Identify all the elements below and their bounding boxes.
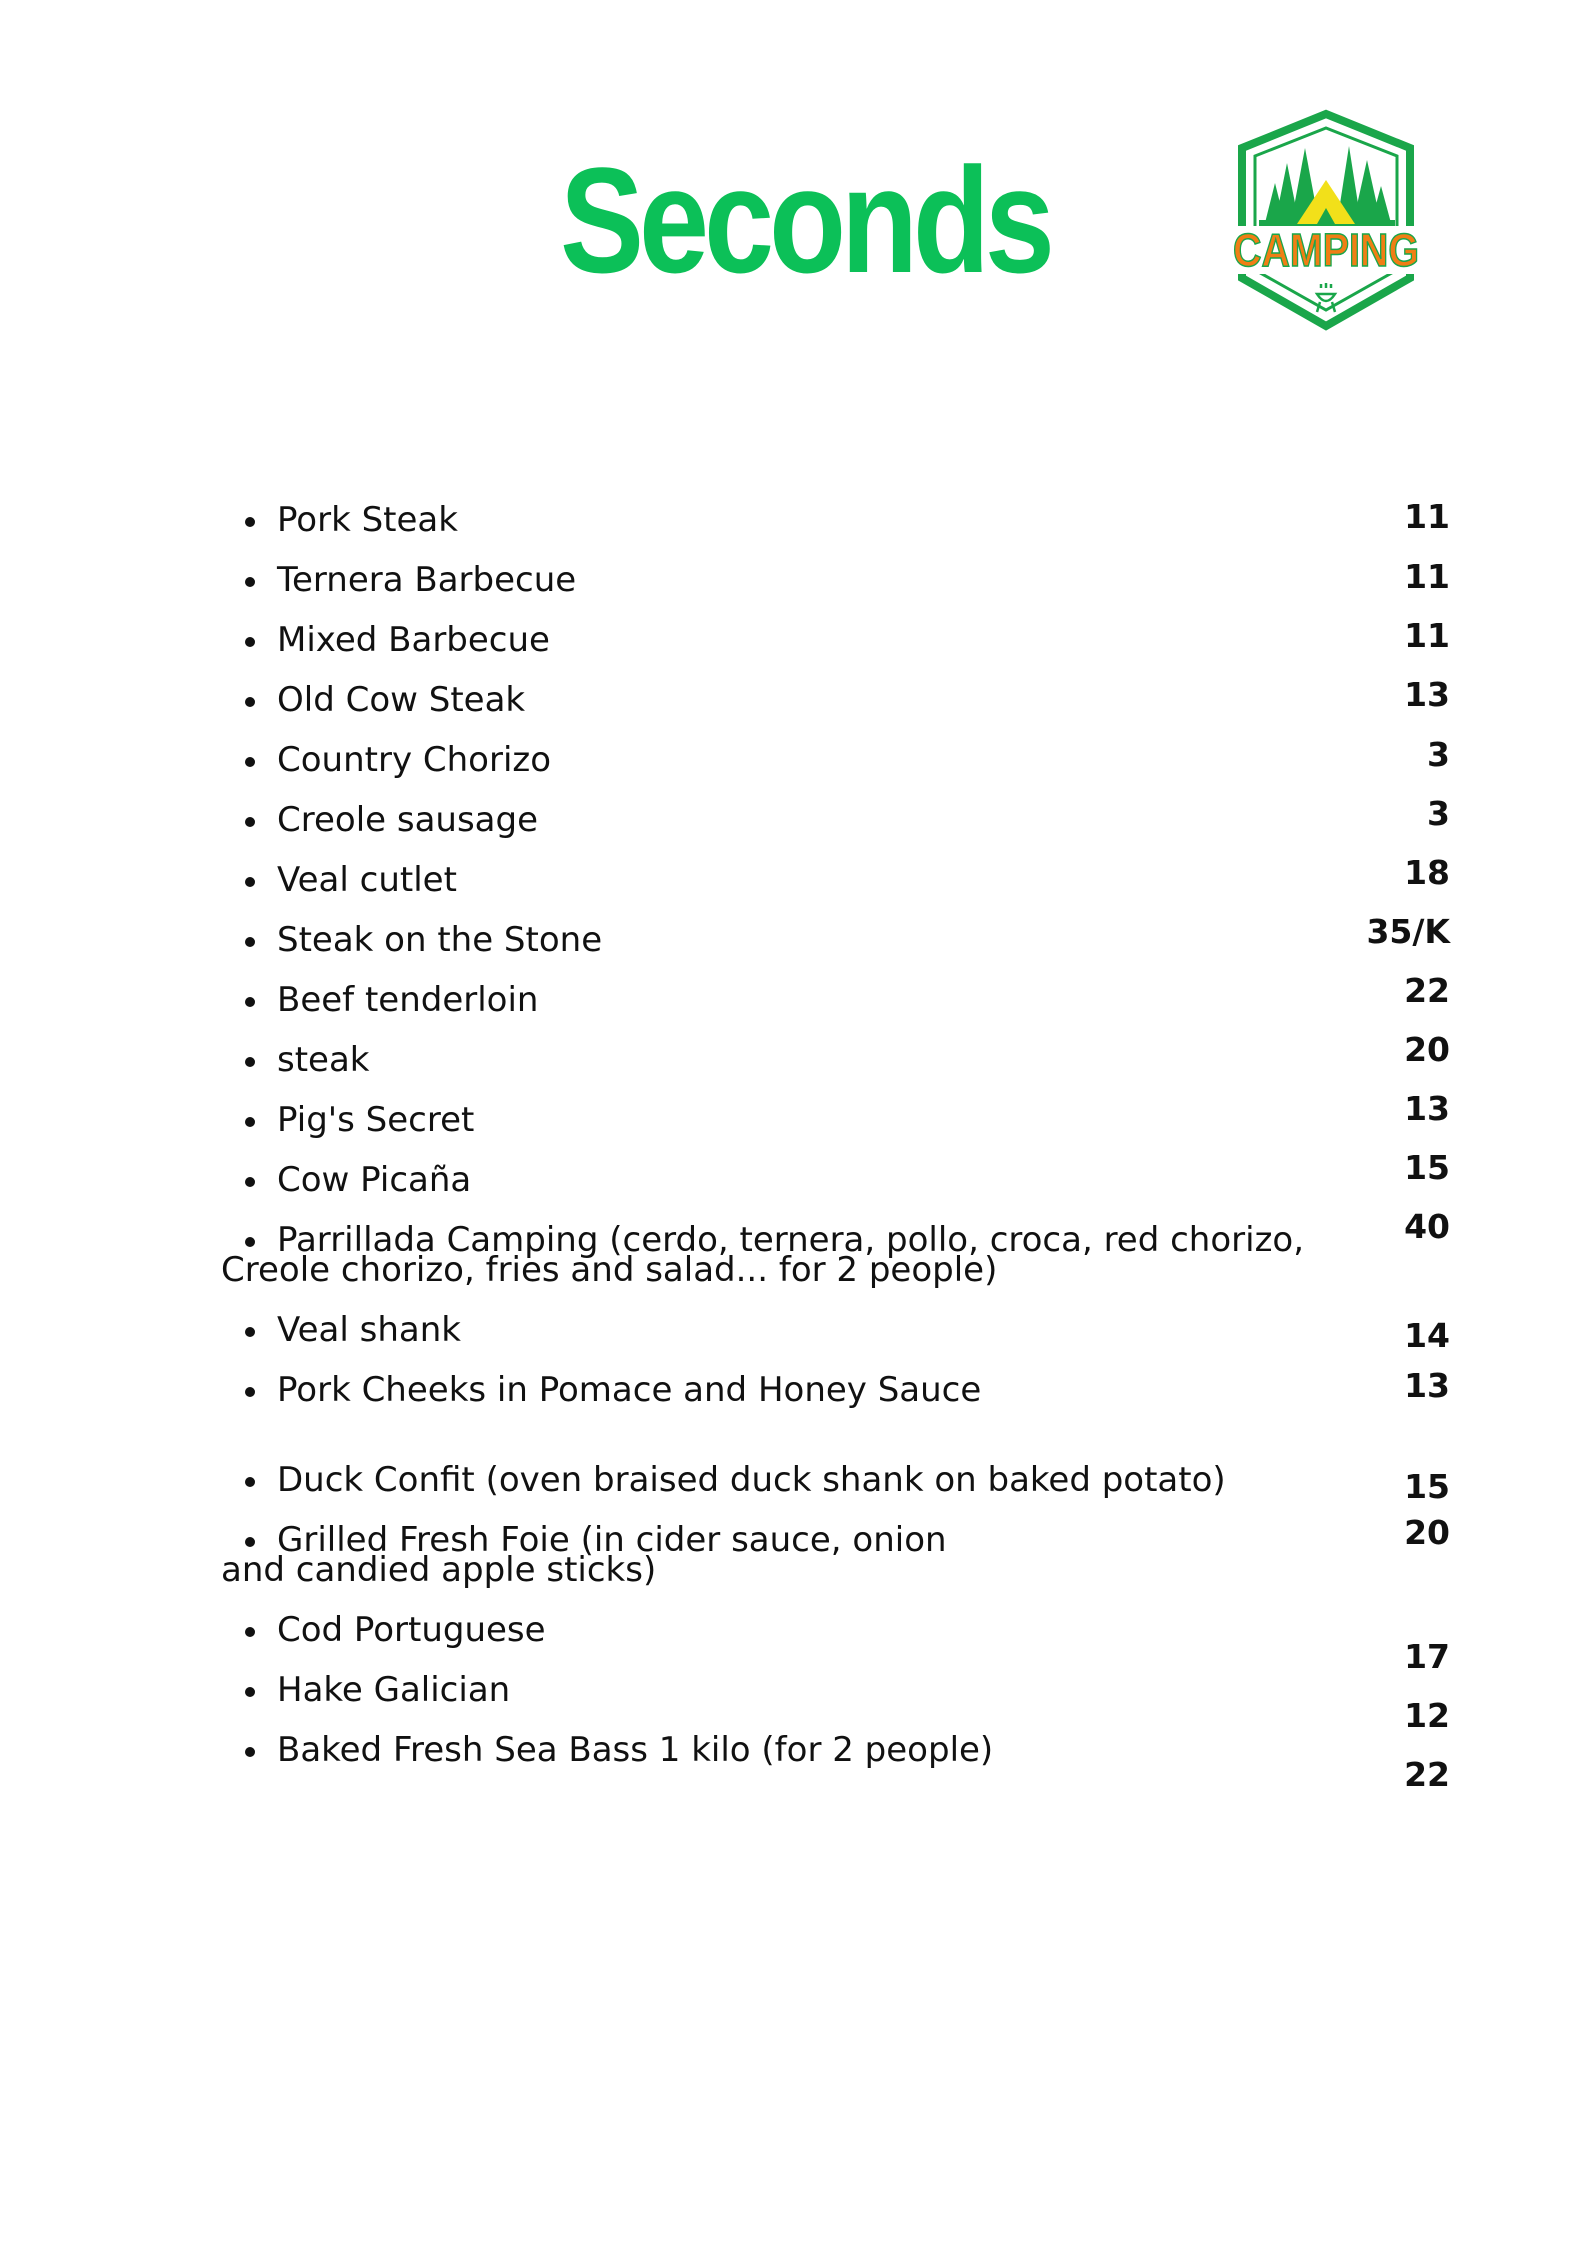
menu-item-price: 22 [1404, 971, 1450, 1010]
menu-item-name: Ternera Barbecue [245, 565, 1345, 595]
menu-item-price: 3 [1427, 794, 1450, 833]
menu-item-price: 15 [1404, 1148, 1450, 1187]
menu-item-price: 12 [1404, 1696, 1450, 1735]
page-title: Seconds [560, 136, 1050, 304]
menu-item-price: 15 [1404, 1467, 1450, 1506]
menu-item-name: Veal cutlet [245, 865, 1345, 895]
menu-item-name: steak [245, 1045, 1345, 1075]
menu-item-price: 20 [1404, 1030, 1450, 1069]
menu-item-name: Country Chorizo [245, 745, 1345, 775]
menu-item-name: Pork Steak [245, 505, 1345, 535]
menu-item-name: Steak on the Stone [245, 925, 1345, 955]
menu-item-price: 14 [1404, 1316, 1450, 1355]
menu-item-name: Parrillada Camping (cerdo, ternera, pollo, croca, red chorizo, Creole chorizo, fries and salad... for 2 people) [245, 1225, 1345, 1285]
menu-item-name: Hake Galician [245, 1675, 1345, 1705]
menu-item-price: 11 [1404, 497, 1450, 536]
menu-item-name: Cow Picaña [245, 1165, 1345, 1195]
menu-item-name: Beef tenderloin [245, 985, 1345, 1015]
menu-item-price: 17 [1404, 1637, 1450, 1676]
menu-item-price: 3 [1427, 735, 1450, 774]
menu-item-price: 13 [1404, 1089, 1450, 1128]
menu-item-price: 20 [1404, 1513, 1450, 1552]
menu-item-name: Duck Confit (oven braised duck shank on baked potato) [245, 1465, 1345, 1495]
menu-item-price: 22 [1404, 1755, 1450, 1794]
menu-item-name: Veal shank [245, 1315, 1345, 1345]
menu-item-price: 40 [1404, 1207, 1450, 1246]
menu-item-price: 13 [1404, 675, 1450, 714]
menu-item-name: Grilled Fresh Foie (in cider sauce, onion and candied apple sticks) [245, 1525, 1345, 1585]
camping-logo [1225, 108, 1427, 332]
menu-item-name: Old Cow Steak [245, 685, 1345, 715]
menu-item-name: Pork Cheeks in Pomace and Honey Sauce [245, 1375, 1345, 1405]
menu-item-name: Mixed Barbecue [245, 625, 1345, 655]
logo-text: CAMPING [1233, 224, 1419, 276]
menu-item-name: Pig's Secret [245, 1105, 1345, 1135]
menu-item-name: Cod Portuguese [245, 1615, 1345, 1645]
menu-item-price: 11 [1404, 616, 1450, 655]
menu-item-price: 11 [1404, 557, 1450, 596]
menu-item-price: 18 [1404, 853, 1450, 892]
menu-item-price: 35/K [1366, 912, 1450, 951]
menu-item-name: Creole sausage [245, 805, 1345, 835]
menu-item-name: Baked Fresh Sea Bass 1 kilo (for 2 people) [245, 1735, 1345, 1765]
menu-item-price: 13 [1404, 1366, 1450, 1405]
